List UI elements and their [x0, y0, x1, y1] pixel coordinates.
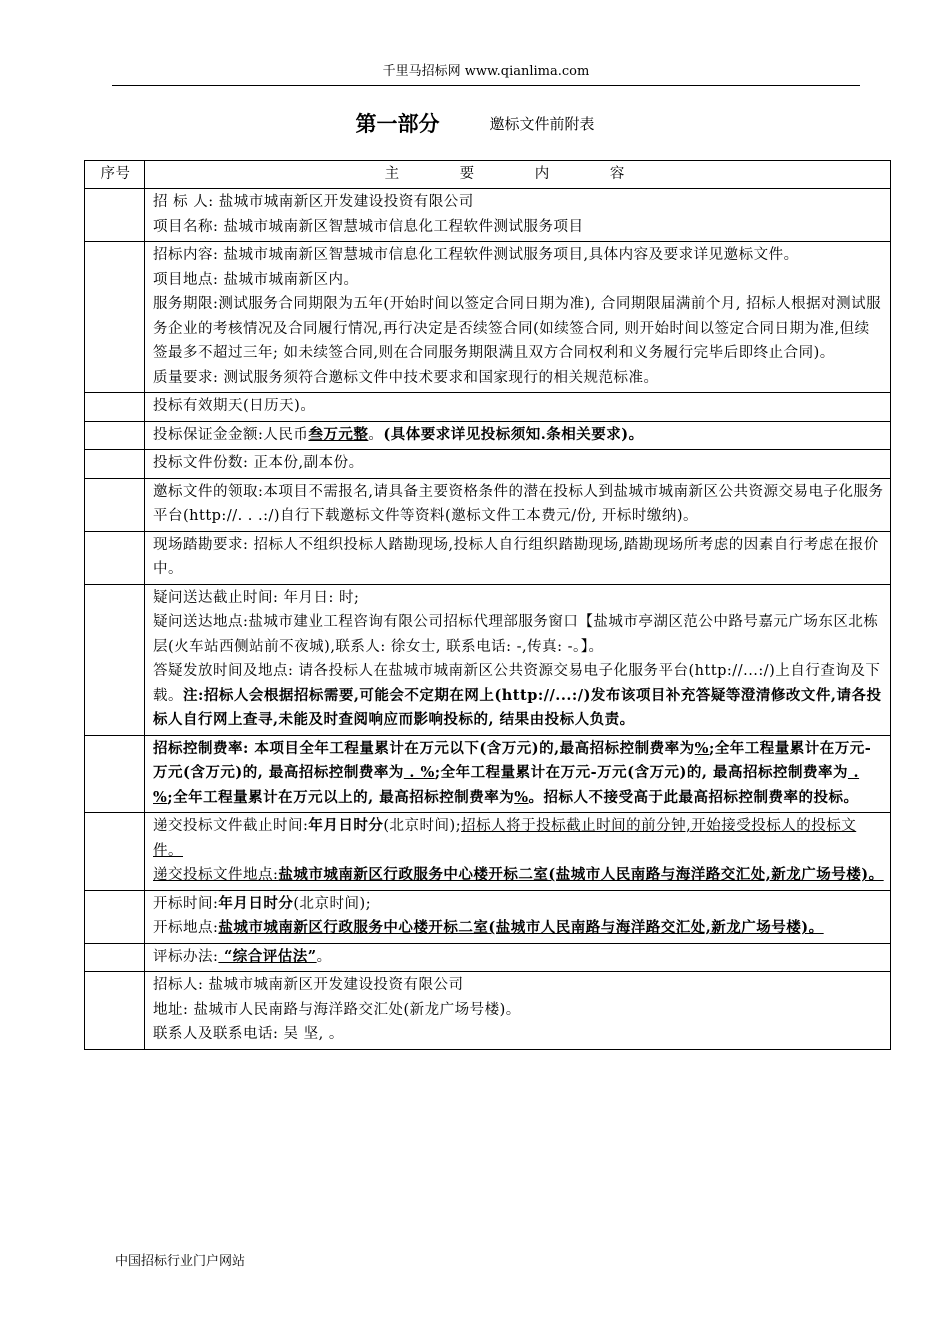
- site-name: 千里马招标网 www.qianlima.com: [382, 64, 590, 79]
- rate-value: %: [514, 788, 529, 806]
- question-place-line: [153, 610, 884, 659]
- submission-place: 盐城市城南新区行政服务中心楼开标二室(盐城市人民南路与海洋路交汇处,新龙广场号楼)。: [278, 866, 884, 883]
- answer-line: [153, 659, 884, 733]
- deposit-note: (具体要求详见投标须知.条相关要求)。: [383, 425, 644, 443]
- opening-time-line: [153, 892, 884, 917]
- contact-tenderer-line: 招标人: 盐城市城南新区开发建设投资有限公司: [153, 977, 464, 993]
- tenderer-line: 招 标 人: 盐城市城南新区开发建设投资有限公司: [153, 194, 474, 210]
- evaluation-label: 评标办法:: [153, 948, 219, 965]
- row-content: 投标文件份数: 正本份,副本份。: [145, 450, 891, 479]
- row-number: [85, 735, 145, 813]
- submission-deadline-time: 年月日时分: [308, 817, 384, 834]
- row-content: [145, 189, 891, 242]
- table-row: [85, 735, 891, 813]
- answer-text: 答疑发放时间及地点: 请各投标人在盐城市城南新区公共资源交易电子化服务平台(http://...:/)上自行查询及下载。: [153, 663, 881, 704]
- opening-place-line: [153, 916, 884, 941]
- table-row: [85, 890, 891, 943]
- rate-value: %: [694, 739, 709, 757]
- table-row: [85, 189, 891, 242]
- table-row: [85, 943, 891, 972]
- rate-text: 。招标人不接受高于此最高招标控制费率的投标。: [528, 788, 859, 806]
- rate-text: ;全年工程量累计在万元-万元(含万元)的, 最高招标控制费率为: [153, 739, 872, 781]
- question-deadline-line: 疑问送达截止时间: 年月日: 时;: [153, 589, 360, 606]
- submission-deadline-note: 招标人将于投标截止时间的前分钟,开始接受投标人的投标文件。: [153, 818, 857, 859]
- row-number: [85, 421, 145, 450]
- row-content: [145, 421, 891, 450]
- contact-address-line: 地址: 盐城市人民南路与海洋路交汇处(新龙广场号楼)。: [153, 1001, 521, 1018]
- column-header-content: 主 要 内 容: [145, 161, 891, 189]
- answer-note: 注:招标人会根据招标需要,可能会不定期在网上(http://...:/)发布该项目补充答疑等澄清修改文件,请各投标人自行网上查寻,未能及时查阅响应而影响投标的, 结果由投标人负责。: [153, 686, 882, 728]
- row-number: [85, 478, 145, 531]
- table-row: [85, 584, 891, 735]
- table-row: [85, 531, 891, 584]
- service-period-line: 服务期限:测试服务合同期限为五年(开始时间以签定合同日期为准), 合同期限届满前个月, 招标人根据对测试服务企业的考核情况及合同履行情况,再行决定是否续签合同(如续签合同, 则开始时间以签定合同日期为准,但续签最多不超过三年; 如未续签合同,则在合同服务期限满且双方合同权利和义务履行完毕后即终止合同)。: [153, 296, 882, 361]
- row-number: [85, 584, 145, 735]
- evaluation-punct: 。: [316, 948, 332, 965]
- column-header-no: 序号: [85, 161, 145, 189]
- rate-value: . %: [403, 764, 435, 781]
- row-number: [85, 450, 145, 479]
- row-content: [145, 584, 891, 735]
- submission-place-label: 递交投标文件地点:: [153, 867, 279, 883]
- part-title: 第一部分: [355, 111, 440, 136]
- row-content: [145, 972, 891, 1050]
- opening-time-zone: (北京时间);: [293, 895, 372, 912]
- table-row: [85, 421, 891, 450]
- row-number: [85, 242, 145, 393]
- rate-text: 招标控制费率: 本项目全年工程量累计在万元以下(含万元)的,最高招标控制费率为: [153, 739, 695, 757]
- submission-deadline-zone: (北京时间);: [383, 818, 462, 834]
- row-number: [85, 890, 145, 943]
- question-place-contact: 【盐城市亭湖区范公中路号嘉元广场东区北栋层(火车站西侧站前不夜城),联系人: 徐女士, 联系电话: -,传真: -。】。: [153, 614, 879, 655]
- table-row: [85, 972, 891, 1050]
- page-header: [112, 62, 860, 86]
- row-content: [145, 890, 891, 943]
- row-number: [85, 943, 145, 972]
- submission-deadline-line: [153, 814, 884, 863]
- row-content: [145, 813, 891, 891]
- table-row: [85, 478, 891, 531]
- front-attachment-table: [84, 160, 891, 1050]
- row-content: [145, 735, 891, 813]
- table-row: [85, 242, 891, 393]
- rate-value: . %: [153, 764, 860, 806]
- opening-place-label: 开标地点:: [153, 920, 219, 936]
- question-place-text: 疑问送达地点:盐城市建业工程咨询有限公司招标代理部服务窗口: [153, 614, 579, 630]
- evaluation-method: “综合评估法”: [218, 947, 317, 965]
- deposit-punct: 。: [368, 426, 384, 443]
- opening-time: 年月日时分: [218, 894, 294, 912]
- row-content: 投标有效期天(日历天)。: [145, 393, 891, 422]
- table-row: [85, 450, 891, 479]
- opening-time-label: 开标时间:: [153, 895, 219, 912]
- page-footer: [115, 1250, 245, 1269]
- document-title: [0, 108, 950, 138]
- table-header-row: [85, 161, 891, 189]
- rate-text: ;全年工程量累计在万元-万元(含万元)的, 最高招标控制费率为: [434, 764, 848, 781]
- submission-deadline-label: 递交投标文件截止时间:: [153, 818, 309, 834]
- footer-text: 中国招标行业门户网站: [115, 1254, 246, 1269]
- row-number: [85, 972, 145, 1050]
- part-subtitle: 邀标文件前附表: [489, 114, 595, 133]
- row-content: [145, 242, 891, 393]
- row-number: [85, 189, 145, 242]
- opening-place: 盐城市城南新区行政服务中心楼开标二室(盐城市人民南路与海洋路交汇处,新龙广场号楼)。: [218, 919, 824, 936]
- row-content: 现场踏勘要求: 招标人不组织投标人踏勘现场,投标人自行组织踏勘现场,踏勘现场所考虑的因素自行考虑在报价中。: [145, 531, 891, 584]
- row-number: [85, 531, 145, 584]
- table-row: [85, 813, 891, 891]
- contact-person-line: 联系人及联系电话: 吴 坚, 。: [153, 1026, 344, 1042]
- deposit-amount: 叁万元整: [308, 425, 369, 443]
- row-content: [145, 943, 891, 972]
- location-line: 项目地点: 盐城市城南新区内。: [153, 271, 359, 288]
- submission-place-line: [153, 863, 884, 888]
- row-content: 邀标文件的领取:本项目不需报名,请具备主要资格条件的潜在投标人到盐城市城南新区公共资源交易电子化服务平台(http://. . .:/)自行下载邀标文件等资料(邀标文件工本费元/份, 开标时缴纳)。: [145, 478, 891, 531]
- row-number: [85, 813, 145, 891]
- row-number: [85, 393, 145, 422]
- table-row: [85, 393, 891, 422]
- project-name-line: 项目名称: 盐城市城南新区智慧城市信息化工程软件测试服务项目: [153, 218, 584, 235]
- scope-line: 招标内容: 盐城市城南新区智慧城市信息化工程软件测试服务项目,具体内容及要求详见邀标文件。: [153, 247, 799, 263]
- rate-text: ;全年工程量累计在万元以上的, 最高招标控制费率为: [167, 788, 515, 806]
- deposit-label: 投标保证金金额:人民币: [153, 426, 309, 443]
- quality-line: 质量要求: 测试服务须符合邀标文件中技术要求和国家现行的相关规范标准。: [153, 369, 659, 386]
